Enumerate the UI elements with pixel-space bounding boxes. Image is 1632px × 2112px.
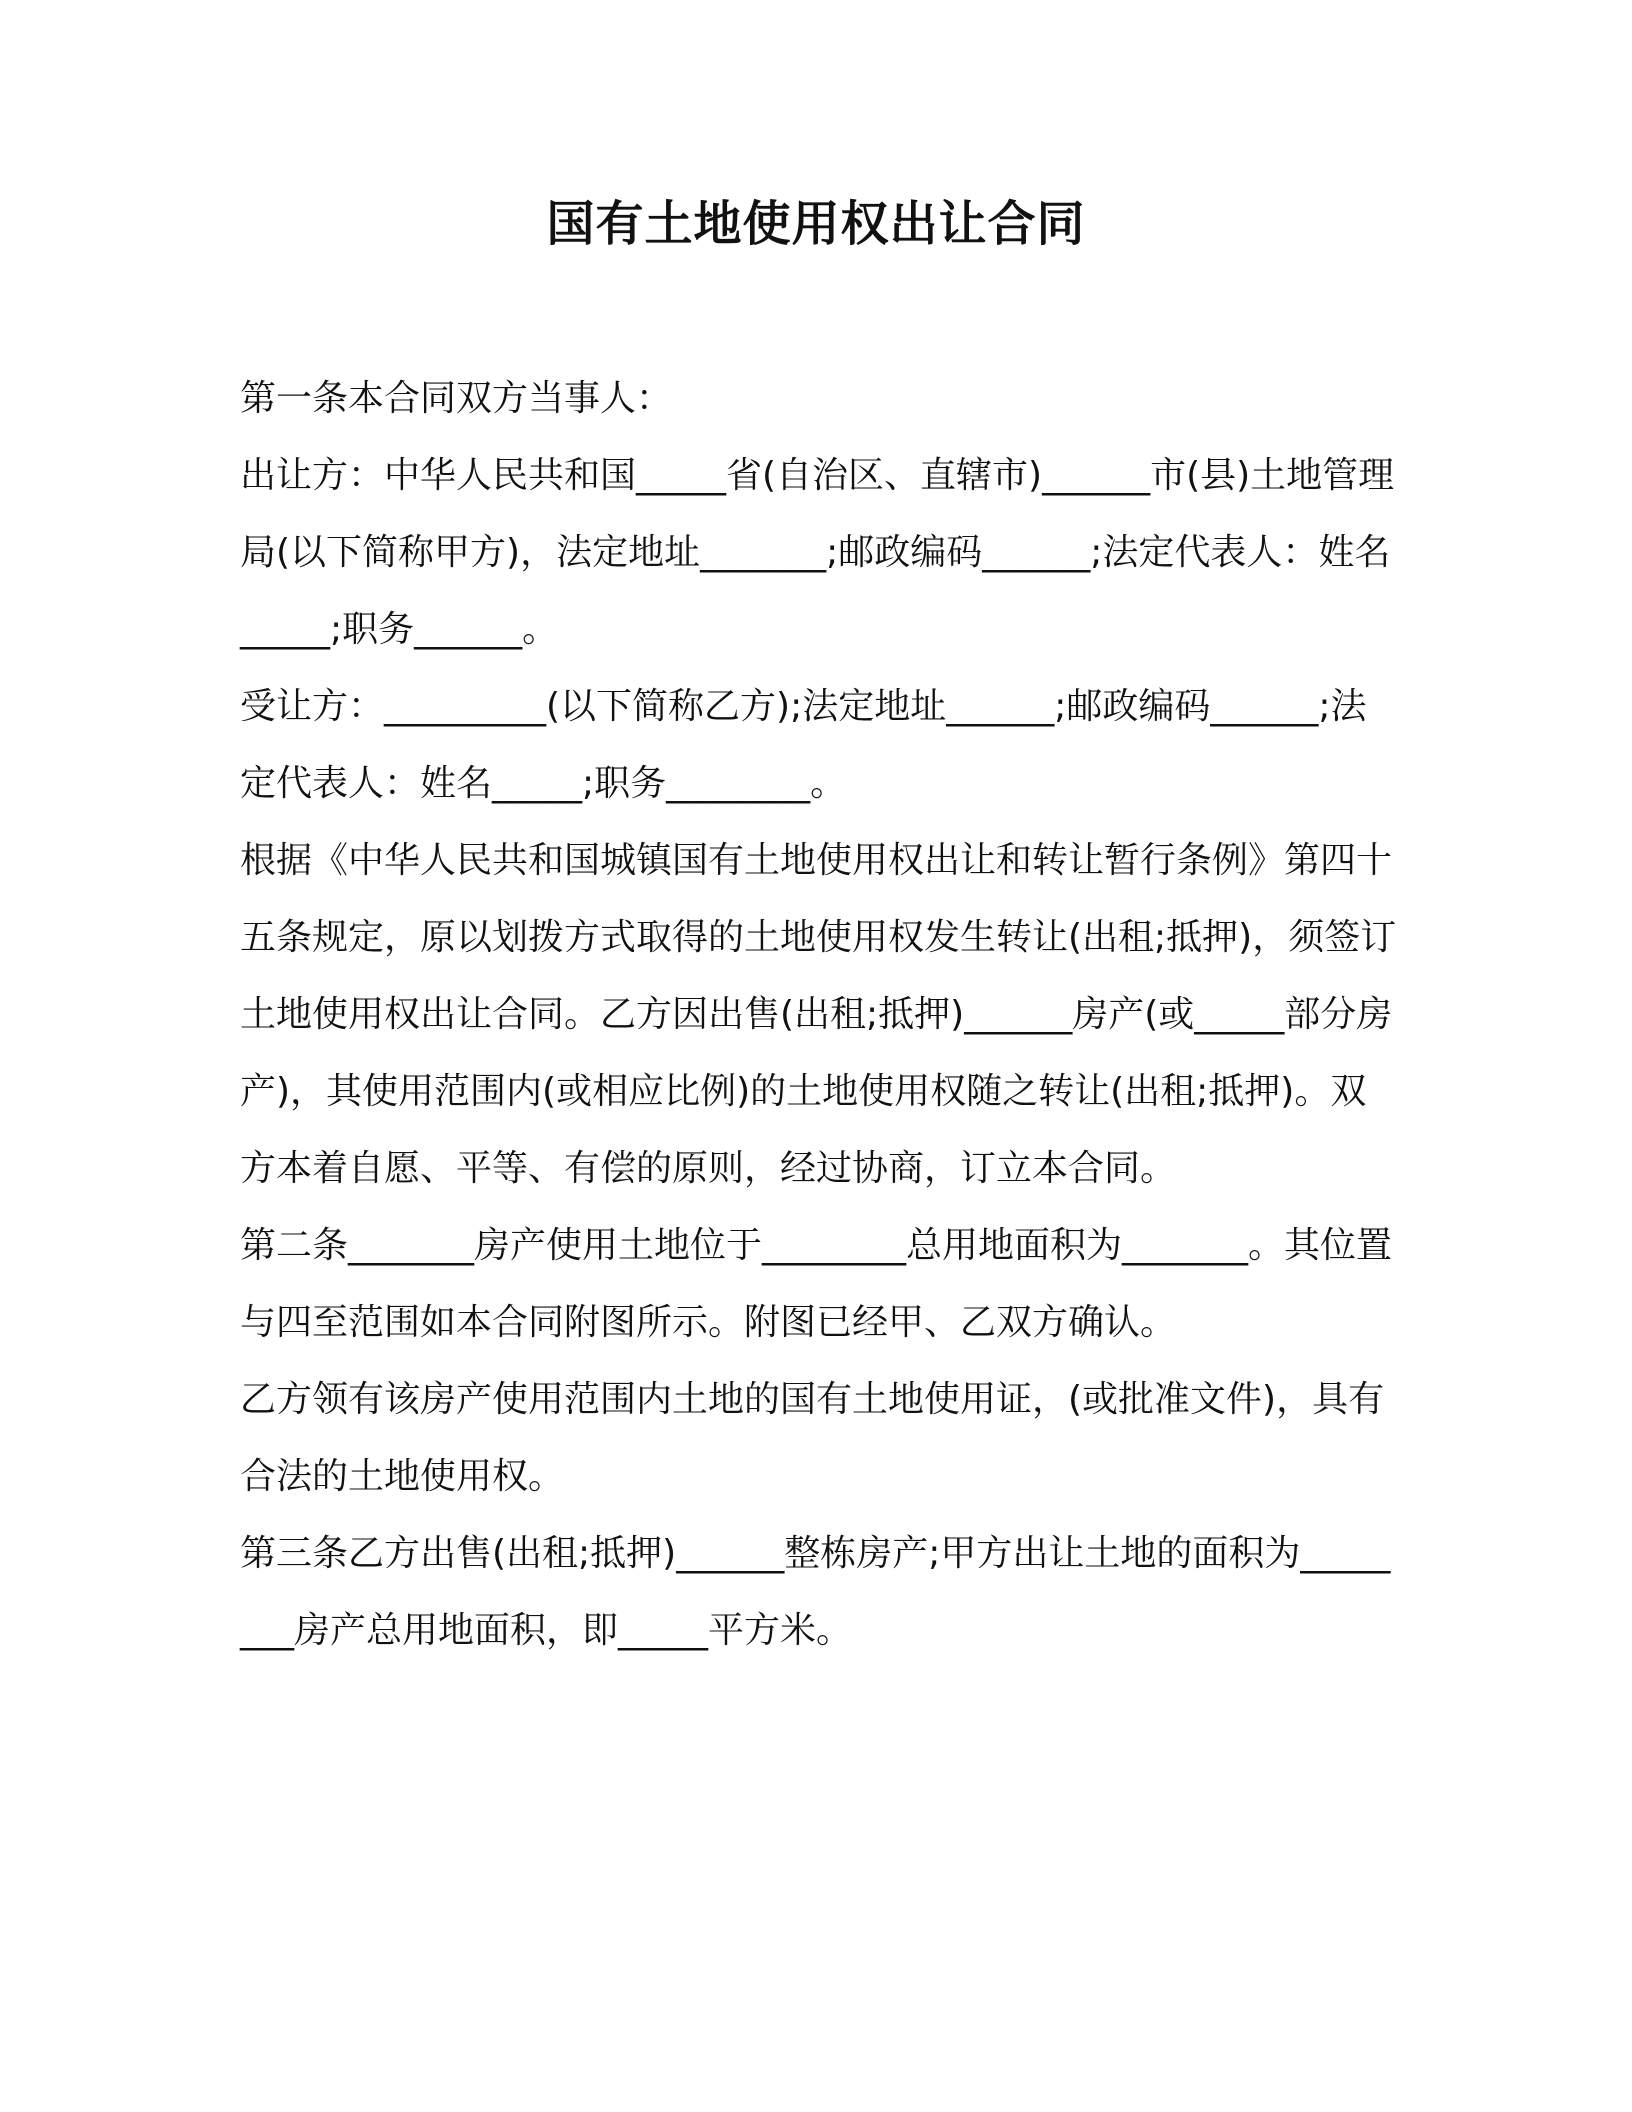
- party-a-paragraph: 出让方：中华人民共和国_____省(自治区、直辖市)______市(县)土地管理局(以下简称甲方)，法定地址_______;邮政编码______;法定代表人：姓名_____;职务______。: [240, 455, 1395, 650]
- land-certificate-paragraph: 乙方领有该房产使用范围内土地的国有土地使用证，(或批准文件)，具有合法的土地使用权。: [240, 1379, 1385, 1497]
- article-3-paragraph: 第三条乙方出售(出租;抵押)______整栋房产;甲方出让土地的面积为________房产总用地面积，即_____平方米。: [240, 1533, 1391, 1651]
- article-1-heading: 第一条本合同双方当事人：: [240, 378, 673, 419]
- document-body: [240, 360, 1400, 1669]
- legal-basis-paragraph: 根据《中华人民共和国城镇国有土地使用权出让和转让暂行条例》第四十五条规定，原以划拨方式取得的土地使用权发生转让(出租;抵押)，须签订土地使用权出让合同。乙方因出售(出租;抵押)______房产(或_____部分房产)，其使用范围内(或相应比例)的土地使用权随之转让(出租;抵押)。双方本着自愿、平等、有偿的原则，经过协商，订立本合同。: [240, 840, 1397, 1189]
- document-title: 国有土地使用权出让合同: [546, 196, 1086, 252]
- article-2-paragraph: 第二条_______房产使用土地位于________总用地面积为_______。其位置与四至范围如本合同附图所示。附图已经甲、乙双方确认。: [240, 1225, 1393, 1343]
- party-b-paragraph: 受让方：_________(以下简称乙方);法定地址______;邮政编码______;法定代表人：姓名_____;职务________。: [240, 686, 1367, 804]
